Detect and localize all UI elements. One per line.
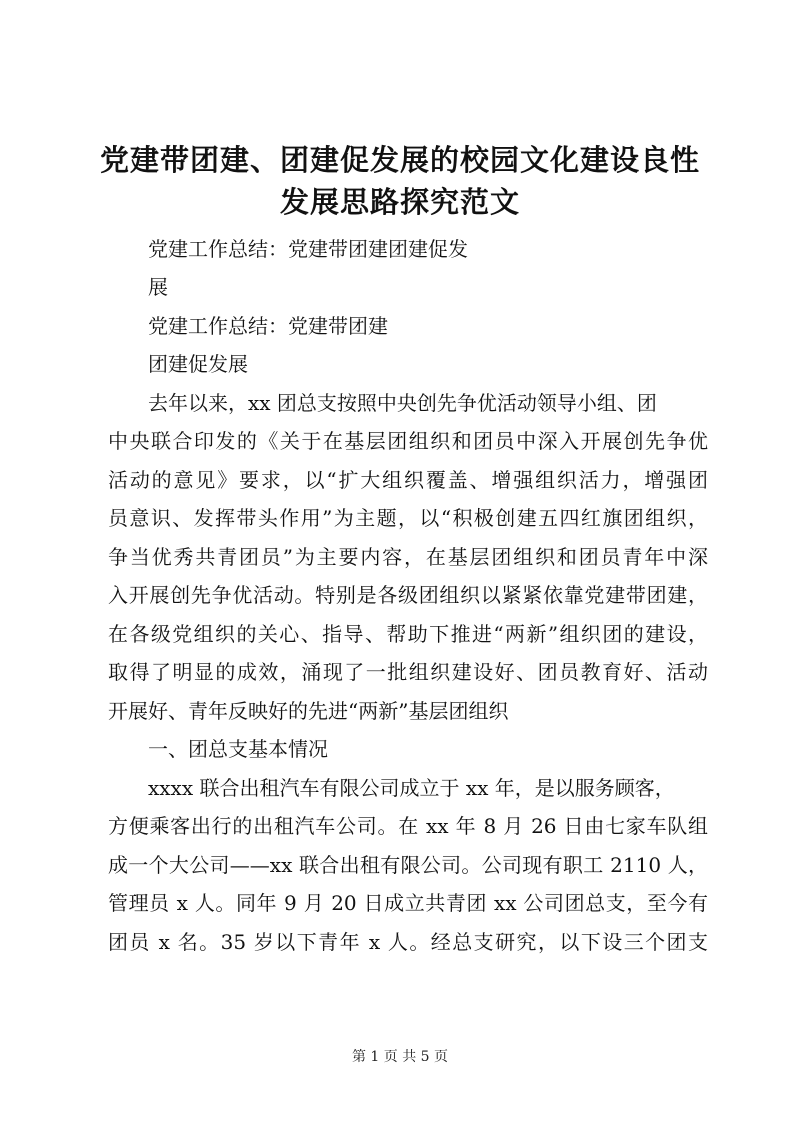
body-line: xxxx 联合出租汽车有限公司成立于 xx 年，是以服务顾客， [148, 776, 675, 800]
body-line: 在各级党组织的关心、指导、帮助下推进“两新”组织团的建设， [108, 622, 708, 646]
page-footer: 第 1 页 共 5 页 [351, 1049, 449, 1065]
body-line: 方便乘客出行的出租汽车公司。在 xx 年 8 月 26 日由七家车队组 [108, 814, 708, 838]
body-line: 管理员 x 人。同年 9 月 20 日成立共青团 xx 公司团总支，至今有 [108, 891, 708, 915]
section-heading: 一、团总支基本情况 [148, 737, 328, 761]
body-line: 团员 x 名。35 岁以下青年 x 人。经总支研究，以下设三个团支 [108, 930, 708, 954]
body-line: 展 [148, 275, 168, 299]
body-line: 成一个大公司——xx 联合出租有限公司。公司现有职工 2110 人， [108, 853, 708, 877]
body-line: 中央联合印发的《关于在基层团组织和团员中深入开展创先争优 [108, 429, 708, 453]
body-line: 团建促发展 [148, 352, 248, 376]
document-title-line-1: 党建带团建、团建促发展的校园文化建设良性 [99, 143, 700, 177]
body-line: 取得了明显的成效，涌现了一批组织建设好、团员教育好、活动 [108, 660, 708, 684]
body-line: 争当优秀共青团员”为主要内容，在基层团组织和团员青年中深 [108, 545, 708, 569]
body-line: 去年以来，xx 团总支按照中央创先争优活动领导小组、团 [148, 391, 657, 415]
body-line: 开展好、青年反映好的先进“两新”基层团组织 [108, 699, 509, 723]
document-title-line-2: 发展思路探究范文 [279, 185, 520, 219]
body-line: 活动的意见》要求，以“扩大组织覆盖、增强组织活力，增强团 [108, 468, 708, 492]
body-line: 党建工作总结：党建带团建 [148, 314, 388, 338]
body-line: 党建工作总结：党建带团建团建促发 [148, 237, 468, 261]
body-line: 员意识、发挥带头作用”为主题，以“积极创建五四红旗团组织， [108, 506, 708, 530]
body-line: 入开展创先争优活动。特别是各级团组织以紧紧依靠党建带团建， [108, 583, 708, 607]
